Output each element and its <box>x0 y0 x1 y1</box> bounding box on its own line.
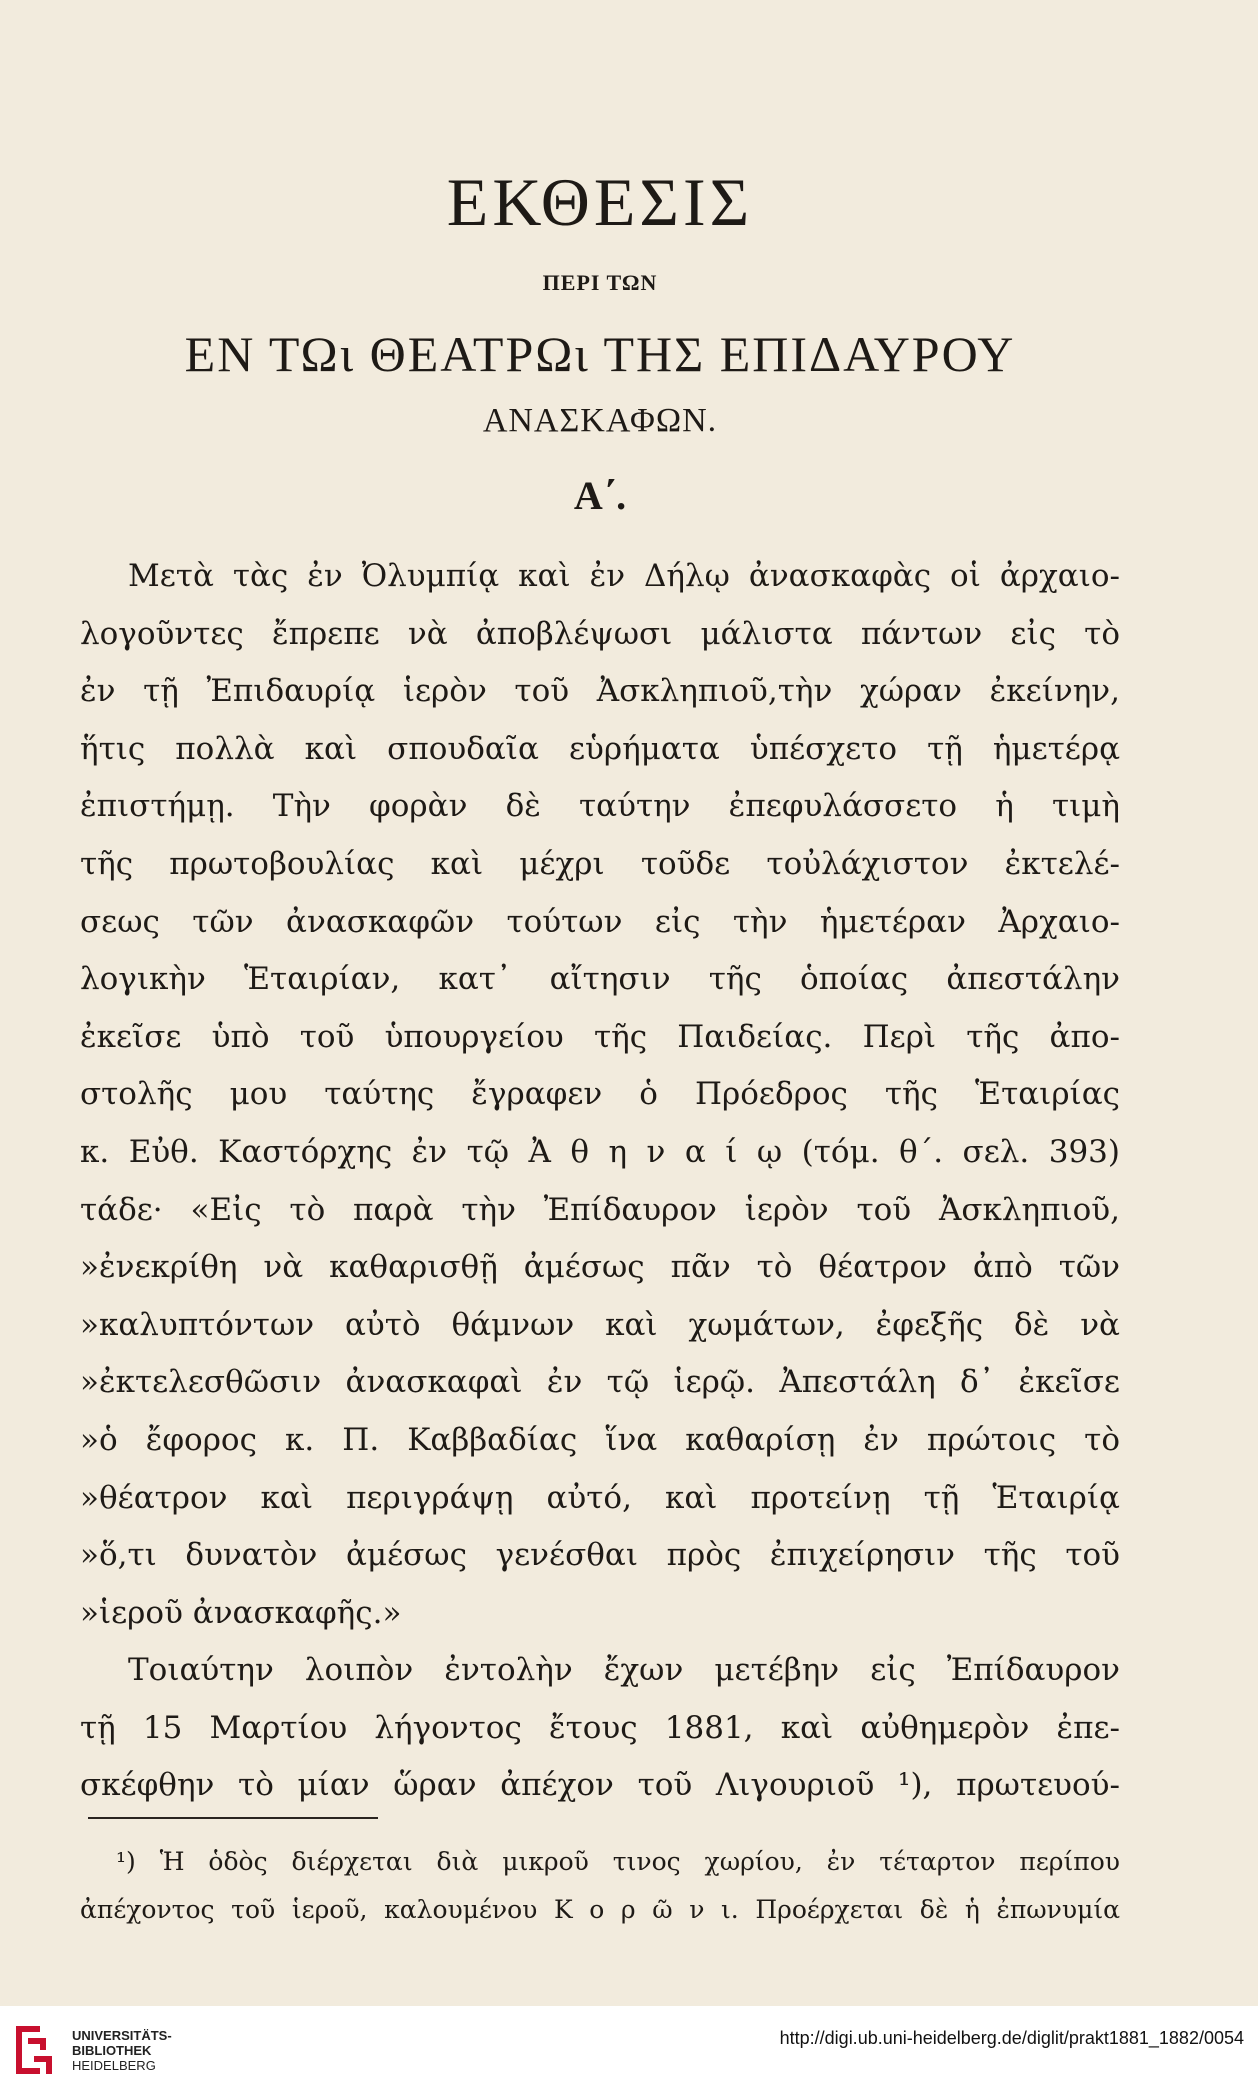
text-line: τῇ 15 Μαρτίου λήγοντος ἔτους 1881, καὶ αὐθημερὸν ἐπε- <box>80 1709 1120 1746</box>
text-line: »θέατρον καὶ περιγράψῃ αὐτό, καὶ προτείνῃ τῇ Ἑταιρίᾳ <box>80 1479 1120 1516</box>
text-line: »ὁ ἔφορος κ. Π. Καββαδίας ἵνα καθαρίσῃ ἐν πρώτοις τὸ <box>80 1421 1120 1458</box>
text-line: »ἐκτελεσθῶσιν ἀνασκαφαὶ ἐν τῷ ἱερῷ. Ἀπεστάλη δ᾽ ἐκεῖσε <box>80 1364 1120 1401</box>
document-title: ΕΚΘΕΣΙΣ <box>446 164 754 240</box>
text-line: κ. Εὐθ. Καστόρχης ἐν τῷ Ἀ θ η ν α ί ῳ (τόμ. θ΄. σελ. 393) <box>80 1133 1120 1170</box>
footnotes <box>80 1838 1120 1934</box>
title-tail: ΑΝΑΣΚΑΦΩΝ. <box>482 402 718 439</box>
library-logo-icon <box>10 2020 58 2080</box>
text-line: σκέφθην τὸ μίαν ὥραν ἀπέχον τοῦ Λιγουριοῦ ¹), πρωτευού- <box>80 1767 1120 1804</box>
library-footer <box>0 2006 1258 2097</box>
title-prefix: ΠΕΡΙ ΤΩΝ <box>542 270 658 295</box>
text-line: τάδε· «Εἰς τὸ παρὰ τὴν Ἐπίδαυρον ἱερὸν τοῦ Ἀσκληπιοῦ, <box>80 1191 1120 1228</box>
text-line: ἐκεῖσε ὑπὸ τοῦ ὑπουργείου τῆς Παιδείας. Περὶ τῆς ἀπο- <box>80 1018 1120 1055</box>
text-line: ἐν τῇ Ἐπιδαυρίᾳ ἱερὸν τοῦ Ἀσκληπιοῦ,τὴν χώραν ἐκείνην, <box>80 673 1120 710</box>
text-line: »ἱεροῦ ἀνασκαφῆς.» <box>80 1594 402 1631</box>
text-line: λογικὴν Ἑταιρίαν, κατ᾽ αἴτησιν τῆς ὁποίας ἀπεστάλην <box>80 961 1120 998</box>
institution-line: HEIDELBERG <box>72 2058 156 2073</box>
source-url-link[interactable]: http://digi.ub.uni-heidelberg.de/diglit/prakt1881_1882/0054 <box>779 2028 1244 2048</box>
institution-line: UNIVERSITÄTS- <box>72 2028 172 2043</box>
text-line: Τοιαύτην λοιπὸν ἐντολὴν ἔχων μετέβην εἰς Ἐπίδαυρον <box>128 1652 1120 1689</box>
footnote-separator <box>88 1817 378 1819</box>
text-line: »ὅ,τι δυνατὸν ἀμέσως γενέσθαι πρὸς ἐπιχείρησιν τῆς τοῦ <box>80 1537 1120 1574</box>
body-text <box>80 548 1120 1815</box>
text-line: τῆς πρωτοβουλίας καὶ μέχρι τοῦδε τοὐλάχιστον ἐκτελέ- <box>80 845 1120 882</box>
title-main-line: ΕΝ ΤΩι ΘΕΑΤΡΩι ΤΗΣ ΕΠΙΔΑΥΡΟΥ <box>184 326 1016 382</box>
text-line: στολῆς μου ταύτης ἔγραφεν ὁ Πρόεδρος τῆς Ἑταιρίας <box>80 1076 1120 1113</box>
text-line: ἐπιστήμῃ. Τὴν φορὰν δὲ ταύτην ἐπεφυλάσσετο ἡ τιμὴ <box>80 788 1120 825</box>
text-line: Μετὰ τὰς ἐν Ὀλυμπίᾳ καὶ ἐν Δήλῳ ἀνασκαφὰς οἱ ἀρχαιο- <box>128 558 1120 594</box>
institution-name <box>72 2028 172 2073</box>
footnote-line: ¹) Ἡ ὁδὸς διέρχεται διὰ μικροῦ τινος χωρίου, ἐν τέταρτον περίπου <box>116 1847 1120 1876</box>
institution-line: BIBLIOTHEK <box>72 2043 152 2058</box>
footnote-line: ἀπέχοντος τοῦ ἱεροῦ, καλουμένου Κ ο ρ ῶ ν ι. Προέρχεται δὲ ἡ ἐπωνυμία <box>80 1895 1120 1924</box>
section-number: Α΄. <box>573 473 627 518</box>
text-line: »καλυπτόντων αὐτὸ θάμνων καὶ χωμάτων, ἐφεξῆς δὲ νὰ <box>80 1306 1120 1343</box>
text-line: ἥτις πολλὰ καὶ σπουδαῖα εὑρήματα ὑπέσχετο τῇ ἡμετέρᾳ <box>80 730 1120 767</box>
text-line: »ἐνεκρίθη νὰ καθαρισθῇ ἀμέσως πᾶν τὸ θέατρον ἀπὸ τῶν <box>80 1249 1120 1286</box>
text-line: λογοῦντες ἔπρεπε νὰ ἀποβλέψωσι μάλιστα πάντων εἰς τὸ <box>80 615 1120 652</box>
text-line: σεως τῶν ἀνασκαφῶν τούτων εἰς τὴν ἡμετέραν Ἀρχαιο- <box>80 903 1120 940</box>
